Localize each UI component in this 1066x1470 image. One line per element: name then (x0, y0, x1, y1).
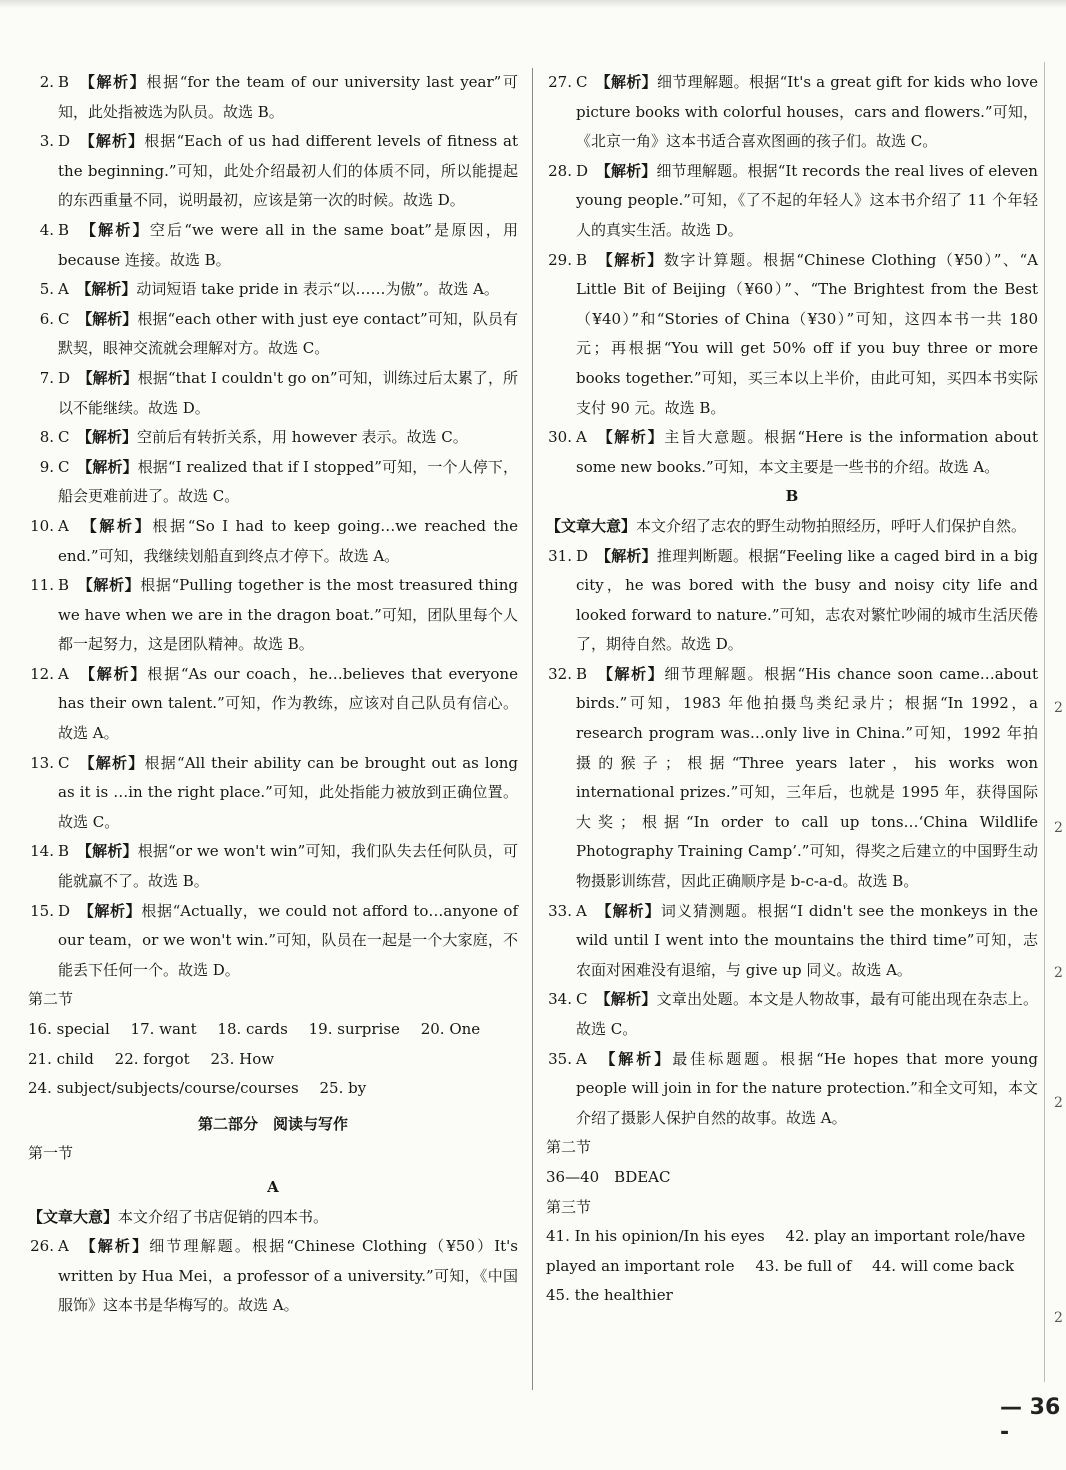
item-text: 根据“for the team of our university last year”可知，此处指被选为队员。故选 B。 (58, 73, 518, 121)
writing-answer: 42. play an important role/have played an important role (546, 1227, 1026, 1275)
item-answer: C (58, 428, 70, 447)
right-answer-list-top (546, 68, 1038, 482)
section3-label: 第三节 (546, 1197, 592, 1216)
right-answer-list-bottom (546, 542, 1038, 1134)
item-number: 6. (39, 309, 54, 328)
item-number: 34. (548, 990, 572, 1009)
answer-item-29 (546, 246, 1038, 424)
item-answer: B (58, 842, 70, 861)
cloze-answers (28, 1015, 518, 1104)
item-text: 数字计算题。根据“Chinese Clothing（¥50）”、“A Little Bit of Beijing（¥60）”、“The Brightest from the Best（¥40）”和“Stories of China（¥30）”可知，这四本书一共 180 元；再根据“You will get 50% off if you buy three or more books together.”可知，买三本以上半价，由此可知，买四本书实际支付 90 元。故选 B。 (576, 250, 1038, 417)
item-number: 11. (30, 576, 54, 595)
answer-item-35 (546, 1045, 1038, 1134)
answer-item-10 (28, 512, 518, 571)
item-tag: 【解析】 (603, 161, 657, 180)
item-tag: 【解析】 (88, 220, 150, 239)
item-answer: B (58, 73, 70, 91)
summary-b-text: 本文介绍了志农的野生动物拍照经历，呼吁人们保护自然。 (636, 516, 1027, 535)
passage-a-label: A (267, 1177, 279, 1196)
item-number: 31. (548, 546, 572, 565)
part2-title: 第二部分 阅读与写作 (197, 1114, 348, 1133)
item-text: 动词短语 take pride in 表示“以……为傲”。故选 A。 (136, 280, 499, 299)
left-answer-list (28, 68, 518, 985)
answer-item-31 (546, 542, 1038, 660)
item-number: 5. (39, 280, 54, 299)
summary-b-tag: 【文章大意】 (546, 516, 637, 535)
item-number: 9. (39, 457, 54, 476)
item-text: 最佳标题题。根据“He hopes that more young people will join in for the nature protection.”和全文可知，本文介绍了摄影人保护自然的故事。故选 A。 (576, 1049, 1038, 1127)
item-answer: D (58, 901, 71, 920)
item-answer: C (576, 990, 588, 1009)
item-text: 细节理解题。根据“Chinese Clothing（¥50）It's written by Hua Mei，a professor of a university.”可知，《中国服饰》这本书是华梅写的。故选 A。 (58, 1237, 518, 1315)
item-number: 29. (548, 250, 572, 269)
item-text: 根据“All their ability can be brought out as long as it is …in the right place.”可知，此处指能力被放到正确位置。故选 C。 (58, 753, 518, 831)
item-number: 30. (548, 428, 572, 447)
item-text: 根据“I realized that if I stopped”可知，一个人停下，船会更难前进了。故选 C。 (58, 457, 518, 506)
item-number: 27. (548, 73, 572, 91)
answer-item-28 (546, 157, 1038, 246)
item-text: 词义猜测题。根据“I didn't see the monkeys in the wild until I went into the mountains the third time”可知，志农面对困难没有退缩，与 give up 同义。故选 A。 (576, 901, 1038, 979)
answer-item-8 (28, 423, 518, 453)
answer-item-32 (546, 660, 1038, 897)
answer-item-6 (28, 305, 518, 364)
cloze-answer: 17. want (130, 1020, 197, 1038)
answer-item-9 (28, 453, 518, 512)
summary-b (546, 512, 1038, 542)
item-answer: A (58, 1237, 69, 1256)
item-tag: 【解析】 (607, 1049, 673, 1068)
item-tag: 【解析】 (83, 280, 137, 299)
answers-36-40: 36—40 BDEAC (546, 1167, 671, 1186)
passage-b-label: B (785, 487, 799, 506)
item-tag: 【解析】 (87, 132, 145, 151)
edge-mark: 2 (1054, 700, 1063, 716)
item-tag: 【解析】 (84, 457, 138, 476)
item-tag: 【解析】 (603, 546, 657, 565)
item-answer: C (576, 73, 588, 91)
item-text: 根据“So I had to keep going…we reached the end.”可知，我继续划船直到终点才停下。故选 A。 (58, 516, 518, 565)
item-tag: 【解析】 (84, 428, 138, 447)
item-answer: D (58, 132, 71, 151)
edge-mark: 2 (1054, 820, 1063, 836)
item-number: 26. (30, 1237, 54, 1256)
item-tag: 【解析】 (605, 664, 665, 683)
cloze-answer: 18. cards (217, 1020, 288, 1038)
item-answer: A (576, 1049, 587, 1068)
writing-answer: 41. In his opinion/In his eyes (546, 1227, 765, 1246)
item-tag: 【解析】 (86, 901, 142, 920)
item-answer: A (58, 664, 69, 683)
page-fold-shadow (0, 0, 1066, 8)
answer-item-26 (28, 1232, 518, 1321)
item-number: 15. (30, 901, 54, 920)
answer-item-3 (28, 127, 518, 216)
writing-answers (546, 1222, 1038, 1311)
cloze-answer: 20. One (420, 1020, 481, 1038)
summary-a (28, 1203, 518, 1233)
cloze-answer: 23. How (210, 1049, 275, 1068)
item-text: 根据“As our coach，he…believes that everyone has their own talent.”可知，作为教练，应该对自己队员有信心。故选 A。 (58, 664, 518, 743)
item-text: 根据“that I couldn't go on”可知，训练过后太累了，所以不能继续。故选 D。 (58, 368, 518, 417)
writing-answer: 45. the healthier (546, 1286, 673, 1305)
answer-item-4 (28, 216, 518, 275)
item-tag: 【解析】 (85, 368, 138, 387)
page-number-value: 36 (1029, 1395, 1061, 1420)
cloze-answer: 16. special (28, 1020, 110, 1038)
item-tag: 【解析】 (603, 990, 657, 1009)
item-number: 4. (39, 220, 54, 239)
item-text: 根据“each other with just eye contact”可知，队员有默契，眼神交流就会理解对方。故选 C。 (58, 309, 518, 358)
item-tag: 【解析】 (89, 516, 153, 535)
item-number: 10. (30, 516, 54, 535)
item-answer: B (576, 250, 588, 269)
item-answer: C (58, 753, 70, 772)
answer-item-11 (28, 571, 518, 660)
right-section2-label: 第二节 (546, 1138, 592, 1157)
item-answer: D (58, 368, 71, 387)
right-column (546, 68, 1038, 1311)
item-tag: 【解析】 (84, 842, 138, 861)
item-tag: 【解析】 (605, 250, 664, 269)
item-text: 根据“Each of us had different levels of fitness at the beginning.”可知，此处介绍最初人们的体质不同，所以能提起的东西重量不同，说明最初，应该是第一次的时候。故选 D。 (58, 132, 518, 210)
item-text: 空前后有转折关系，用 however 表示。故选 C。 (137, 428, 468, 447)
answer-item-27 (546, 68, 1038, 157)
item-tag: 【解析】 (84, 309, 138, 328)
item-number: 35. (548, 1049, 572, 1068)
item-answer: B (58, 220, 70, 239)
page-edge-line (1044, 62, 1045, 1382)
item-text: 细节理解题。根据“His chance soon came…about birds.”可知，1983 年他拍摄鸟类纪录片；根据“In 1992，a research program was…only live in China.”可知，1992 年拍摄的猴子；根据“Three years later，his works won international prizes.”可知，三年后，也就是 1995 年，获得国际大奖；根据“In order to call up tons…‘China Wildlife Photography Training Camp’.”可知，得奖之后建立的中国野生动物摄影训练营，因此正确顺序是 b-c-a-d。故选 B。 (576, 664, 1038, 891)
answer-item-2 (28, 68, 518, 127)
item-answer: C (58, 457, 70, 476)
answer-item-12 (28, 660, 518, 749)
item-answer: A (58, 280, 69, 299)
section1-label: 第一节 (28, 1144, 74, 1163)
item-number: 7. (39, 368, 54, 387)
summary-a-tag: 【文章大意】 (28, 1207, 119, 1226)
item-text: 根据“or we won't win”可知，我们队失去任何队员，可能就赢不了。故选 B。 (58, 842, 518, 891)
item-number: 3. (39, 132, 54, 151)
edge-mark: 2 (1054, 965, 1063, 981)
item-tag: 【解析】 (603, 73, 657, 91)
section2-label: 第二节 (28, 990, 74, 1009)
cloze-answer: 21. child (28, 1049, 94, 1068)
item-tag: 【解析】 (87, 664, 148, 683)
item-answer: D (576, 546, 589, 565)
answer-item-33 (546, 897, 1038, 986)
item-tag: 【解析】 (87, 73, 147, 91)
cloze-answer: 24. subject/subjects/course/courses (28, 1079, 299, 1098)
item-answer: C (58, 309, 70, 328)
item-tag: 【解析】 (604, 901, 661, 920)
item-text: 空后“we were all in the same boat”是原因，用 because 连接。故选 B。 (58, 220, 518, 269)
answer-item-5 (28, 275, 518, 305)
item-number: 2. (39, 73, 54, 91)
item-number: 33. (548, 901, 572, 920)
cloze-answer: 22. forgot (114, 1049, 190, 1068)
item-text: 细节理解题。根据“It's a great gift for kids who love picture books with colorful houses，cars and flowers.”可知，《北京一角》这本书适合喜欢图画的孩子们。故选 C。 (576, 73, 1038, 151)
answer-item-13 (28, 749, 518, 838)
item-text: 文章出处题。本文是人物故事，最有可能出现在杂志上。故选 C。 (576, 990, 1038, 1038)
cloze-answer: 19. surprise (308, 1020, 400, 1038)
writing-answer: 44. will come back (872, 1256, 1015, 1275)
edge-mark: 2 (1054, 1310, 1063, 1326)
answer-item-7 (28, 364, 518, 423)
item-tag: 【解析】 (87, 753, 145, 772)
item-number: 12. (30, 664, 54, 683)
column-divider (532, 68, 533, 1390)
item-answer: B (576, 664, 588, 683)
item-number: 8. (39, 428, 54, 447)
item-tag: 【解析】 (85, 576, 141, 595)
item-number: 28. (548, 161, 572, 180)
item-number: 14. (30, 842, 54, 861)
summary-a-text: 本文介绍了书店促销的四本书。 (118, 1207, 329, 1226)
item-text: 根据“Actually，we could not afford to…anyone of our team，or we won't win.”可知，队员在一起是一个大家庭，不能丢下任何一个。故选 D。 (58, 901, 518, 979)
page-number: — 36 - (1000, 1395, 1061, 1445)
item-number: 13. (30, 753, 54, 772)
answer-item-14 (28, 837, 518, 896)
answer-item-34 (546, 985, 1038, 1044)
item-answer: B (58, 576, 70, 595)
item-tag: 【解析】 (88, 1237, 150, 1256)
item-number: 32. (548, 664, 572, 683)
item-answer: D (576, 161, 589, 180)
item-text: 细节理解题。根据“It records the real lives of eleven young people.”可知，《了不起的年轻人》这本书介绍了 11 个年轻人的真实生活。故选 D。 (576, 161, 1038, 239)
writing-answer: 43. be full of (755, 1256, 852, 1275)
answer-item-15 (28, 897, 518, 986)
cloze-answer: 25. by (319, 1079, 367, 1098)
edge-mark: 2 (1054, 1095, 1063, 1111)
item-text: 根据“Pulling together is the most treasured thing we have when we are in the dragon boat.”可知，团队里每个人都一起努力，这是团队精神。故选 B。 (58, 576, 518, 654)
item-answer: A (58, 516, 69, 535)
item-text: 主旨大意题。根据“Here is the information about some new books.”可知，本文主要是一些书的介绍。故选 A。 (576, 428, 1038, 476)
answer-item-30 (546, 423, 1038, 482)
item-answer: A (576, 428, 587, 447)
item-tag: 【解析】 (605, 428, 665, 447)
left-column (28, 68, 518, 1321)
item-answer: A (576, 901, 587, 920)
item-text: 推理判断题。根据“Feeling like a caged bird in a big city，he was bored with the busy and noisy city life and looked forward to nature.”可知，志农对繁忙吵闹的城市生活厌倦了，期待自然。故选 D。 (576, 546, 1038, 654)
